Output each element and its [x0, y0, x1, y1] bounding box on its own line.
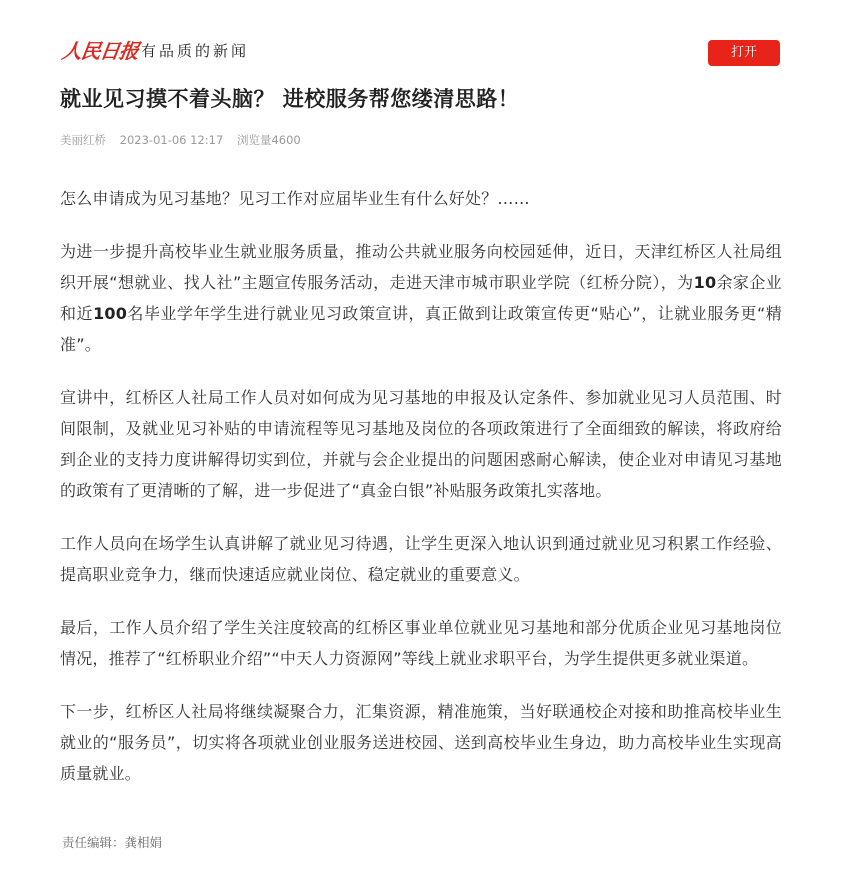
open-in-app-button[interactable]: 打开: [708, 40, 780, 66]
paragraph-text: 为进一步提升高校毕业生就业服务质量，推动公共就业服务向校园延伸，近日，天津红桥区人社局组织开展“想就业、找人社”主题宣传服务活动，走进天津市城市职业学院（红桥分院），为: [60, 242, 782, 292]
paragraph: 怎么申请成为见习基地？见习工作对应届毕业生有什么好处？……: [60, 189, 530, 208]
paragraph: 最后，工作人员介绍了学生关注度较高的红桥区事业单位就业见习基地和部分优质企业见习基地岗位情况，推荐了“红桥职业介绍”“中天人力资源网”等线上就业求职平台，为学生提供更多就业渠道。: [60, 618, 782, 668]
paragraph: 宣讲中，红桥区人社局工作人员对如何成为见习基地的申报及认定条件、参加就业见习人员范围、时间限制，及就业见习补贴的申请流程等见习基地及岗位的各项政策进行了全面细致的解读，将政府给到企业的支持力度讲解得切实到位，并就与会企业提出的问题困惑耐心解读，使企业对申请见习基地的政策有了更清晰的了解，进一步促进了“真金白银”补贴服务政策扎实落地。: [60, 388, 782, 500]
highlight-number: 100: [93, 304, 128, 323]
article-datetime: 2023-01-06 12:17: [119, 133, 224, 147]
paragraph-text: 余家企业和近: [60, 273, 782, 323]
article-views: 浏览量4600: [236, 133, 301, 147]
article-source: 美丽红桥: [60, 133, 106, 147]
paragraph-text: 名毕业学年学生进行就业见习政策宣讲，真正做到让政策宣传更“贴心”，让就业服务更“精准”。: [60, 304, 782, 354]
article-body: [60, 183, 782, 811]
paragraph: [60, 236, 782, 360]
paragraph: 下一步，红桥区人社局将继续凝聚合力，汇集资源，精准施策，当好联通校企对接和助推高校毕业生就业的“服务员”，切实将各项就业创业服务送进校园、送到高校毕业生身边，助力高校毕业生实现高质量就业。: [60, 702, 782, 783]
article-meta: [60, 132, 311, 148]
paragraph: 工作人员向在场学生认真讲解了就业见习待遇，让学生更深入地认识到通过就业见习积累工作经验、提高职业竞争力，继而快速适应就业岗位、稳定就业的重要意义。: [60, 534, 782, 584]
responsible-editor: 责任编辑：龚相娟: [62, 835, 163, 850]
highlight-number: 10: [693, 273, 717, 292]
people-daily-logo: 人民日报: [60, 39, 140, 63]
app-header: [62, 38, 780, 68]
article-title: 就业见习摸不着头脑？ 进校服务帮您缕清思路！: [60, 87, 520, 111]
slogan: 有品质的新闻: [141, 42, 250, 60]
